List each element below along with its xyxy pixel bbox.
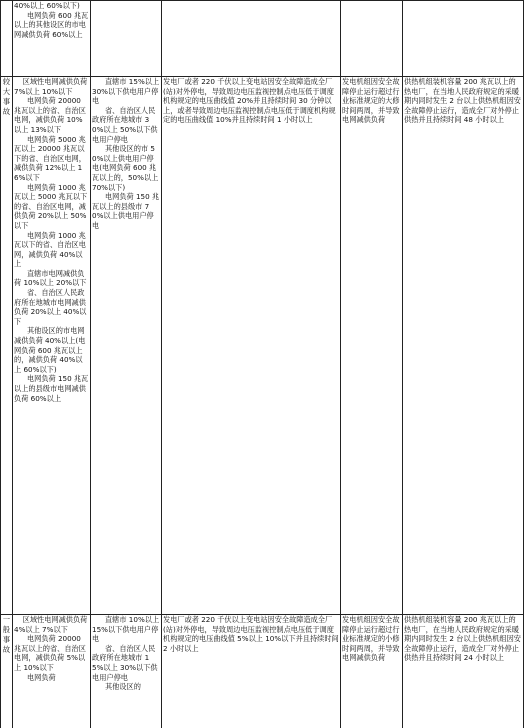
generator-outage-cell: 发电机组因安全故障停止运行超过行业标准规定的大修时间两周，并导致电网减供负荷	[341, 77, 403, 615]
user-outage-cell: 直辖市 10%以上 15%以下供电用户停电 省、自治区人民政府所在地城市 15%以上 30%以下供电用户停电 其他设区的	[91, 615, 162, 728]
level-cell: 较 大 事 故	[1, 77, 13, 615]
user-outage-cell	[91, 1, 162, 77]
grid-load-reduction-cell: 区域性电网减供负荷 7%以上 10%以下 电网负荷 20000 兆瓦以上的省、自治区电网，减供负荷 10%以上 13%以下 电网负荷 5000 兆瓦以上 20000 兆瓦以下的省、自治区电网，减供负荷 12%以上 16%以下 电网负荷 1000 兆瓦以上 5000 兆瓦以下的省、自治区电网，减供负荷 20%以上 50%以下 电网负荷 1000 兆瓦以下的省、自治区电网，减供负荷 40%以上 直辖市电网减供负荷 10%以上 20%以下 省、自治区人民政府所在地城市电网减供负荷 20%以上 40%以下 其他设区的市电网减供负荷 40%以上(电网负荷 600 兆瓦以上的，减供负荷 40%以上 60%以下) 电网负荷 150 兆瓦以上的县级市电网减供负荷 60%以上	[13, 77, 91, 615]
grid-load-reduction-cell: 区域性电网减供负荷 4%以上 7%以下 电网负荷 20000 兆瓦以上的省、自治区电网，减供负荷 5%以上 10%以下 电网负荷	[13, 615, 91, 728]
user-outage-cell: 直辖市 15%以上 30%以下供电用户停电 省、自治区人民政府所在地城市 30%以上 50%以下供电用户停电 其他设区的市 50%以上供电用户停电(电网负荷 600 兆瓦以上的，50%以上 70%以下) 电网负荷 150 兆瓦以上的县级市 70%以上供电用户停电	[91, 77, 162, 615]
table-row	[1, 1, 524, 77]
heat-supply-cell: 供热机组装机容量 200 兆瓦以上的热电厂，在当地人民政府规定的采暖期内同时发生 2 台以上供热机组因安全故障停止运行，造成全厂对外停止供热并且持续时间 24 小时以上	[403, 615, 524, 728]
level-cell	[1, 1, 13, 77]
table-row	[1, 77, 524, 615]
table-row	[1, 615, 524, 728]
generator-outage-cell	[341, 1, 403, 77]
heat-supply-cell: 供热机组装机容量 200 兆瓦以上的热电厂，在当地人民政府规定的采暖期内同时发生 2 台以上供热机组因安全故障停止运行，造成全厂对外停止供热并且持续时间 48 小时以上	[403, 77, 524, 615]
heat-supply-cell	[403, 1, 524, 77]
grid-load-reduction-cell: 40%以上 60%以下) 电网负荷 600 兆瓦以上的其他设区的市电网减供负荷 60%以上	[13, 1, 91, 77]
voltage-deviation-cell: 发电厂或者 220 千伏以上变电站因安全故障造成全厂(站)对外停电，导致周边电压监视控制点电压低于调度机构规定的电压曲线值 5%以上 10%以下并且持续时间 2 小时以上	[162, 615, 341, 728]
level-cell: 一 般 事 故	[1, 615, 13, 728]
generator-outage-cell: 发电机组因安全故障停止运行超过行业标准规定的小修时间两周，并导致电网减供负荷	[341, 615, 403, 728]
voltage-deviation-cell: 发电厂或者 220 千伏以上变电站因安全故障造成全厂(站)对外停电，导致周边电压监视控制点电压低于调度机构规定的电压曲线值 20%并且持续时间 30 分钟以上，或者导致周边电压监视控制点电压低于调度机构规定的电压曲线值 10%并且持续时间 1 小时以上	[162, 77, 341, 615]
voltage-deviation-cell	[162, 1, 341, 77]
